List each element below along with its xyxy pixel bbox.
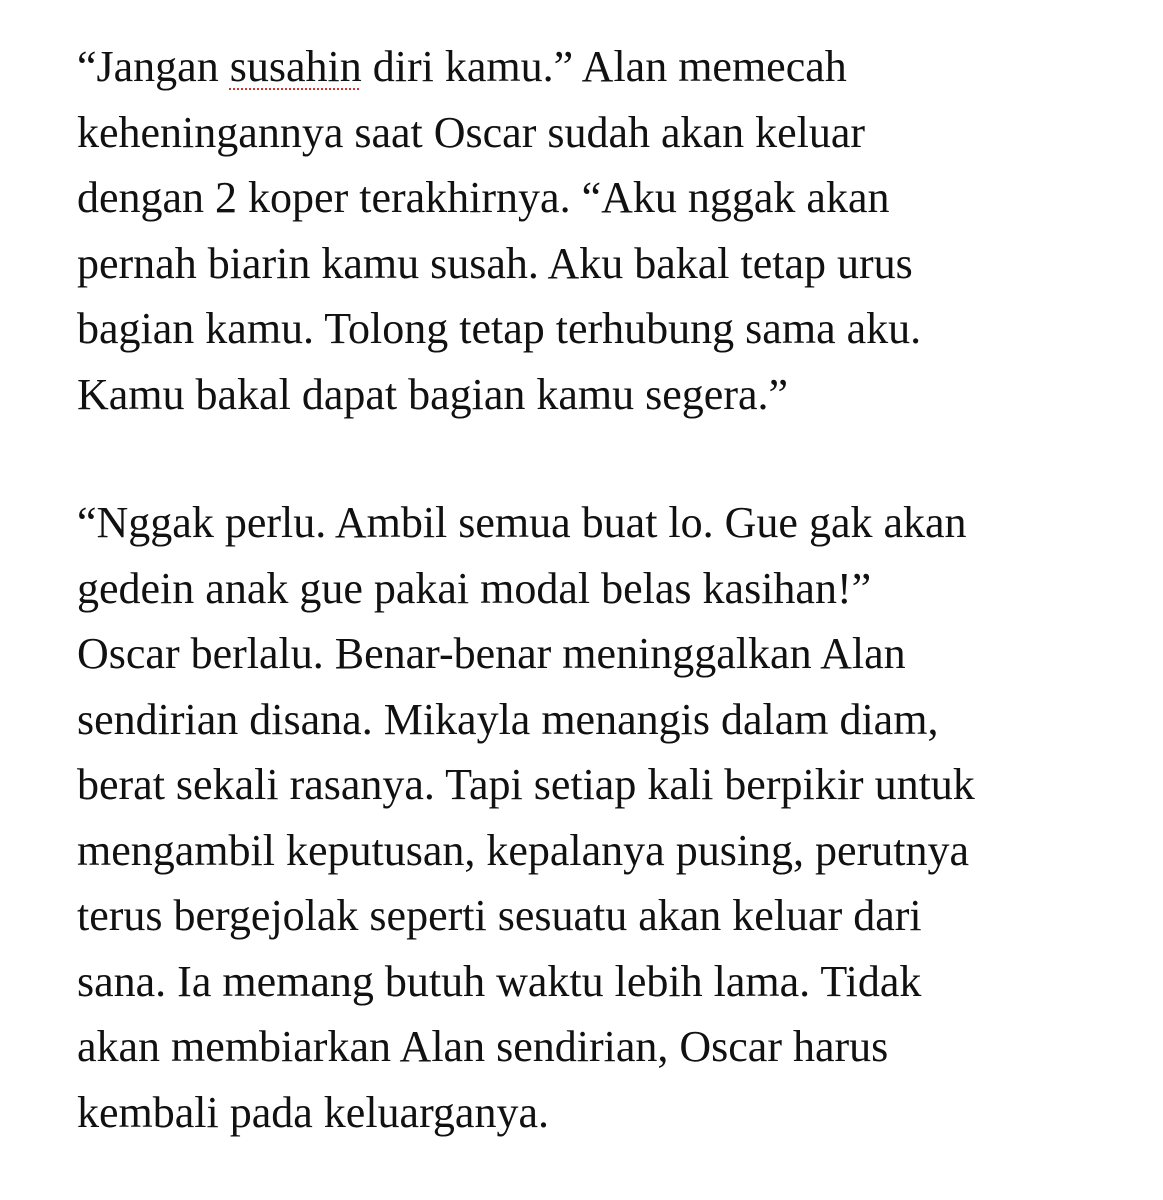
misspelled-word[interactable]: susahin (229, 42, 362, 91)
text-line: berat sekali rasanya. Tapi setiap kali berpikir untuk (77, 760, 975, 809)
text-line: mengambil keputusan, kepalanya pusing, perutnya (77, 825, 969, 875)
text-line: gedein anak gue pakai modal belas kasihan!” (77, 563, 872, 613)
text-line: keheningannya saat Oscar sudah akan keluar (77, 107, 866, 157)
text-line: Oscar berlalu. Benar-benar meninggalkan Alan (77, 629, 906, 678)
text-line: Kamu bakal dapat bagian kamu segera.” (77, 369, 789, 419)
text-line: terus bergejolak seperti sesuatu akan keluar dari (77, 891, 922, 940)
text-line: bagian kamu. Tolong tetap terhubung sama aku. (77, 304, 922, 353)
text-segment: diri kamu.” Alan memecah (361, 42, 847, 91)
text-line: akan membiarkan Alan sendirian, Oscar harus (77, 1022, 889, 1071)
text-line (77, 34, 921, 100)
text-line: pernah biarin kamu susah. Aku bakal tetap urus (77, 238, 913, 288)
paragraph-1 (77, 34, 921, 427)
text-line: dengan 2 koper terakhirnya. “Aku nggak akan (77, 173, 890, 222)
paragraph-2 (77, 490, 975, 1145)
text-line: kembali pada keluarganya. (77, 1087, 549, 1137)
text-line: sana. Ia memang butuh waktu lebih lama. Tidak (77, 956, 922, 1006)
text-line: “Nggak perlu. Ambil semua buat lo. Gue gak akan (77, 498, 967, 547)
text-segment: “Jangan (77, 42, 230, 91)
text-line: sendirian disana. Mikayla menangis dalam diam, (77, 694, 939, 744)
